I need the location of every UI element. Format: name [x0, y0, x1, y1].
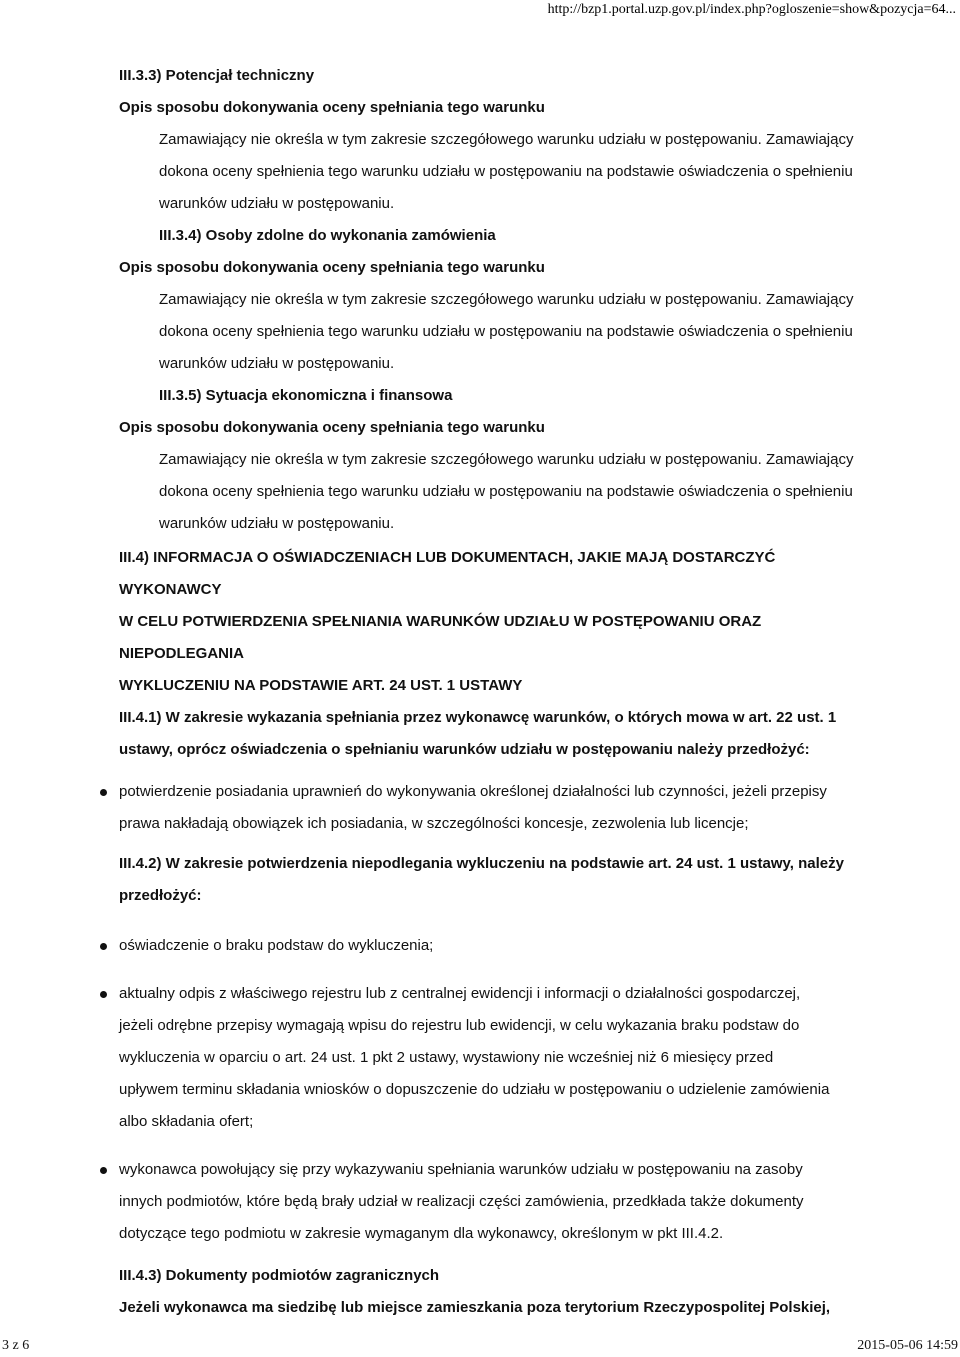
document-body [119, 60, 879, 1324]
list-item-line: dotyczące tego podmiotu w zakresie wymaganym dla wykonawcy, określonym w pkt III.4.2. [119, 1225, 724, 1242]
bullet-icon [100, 991, 107, 998]
list-item-line: oświadczenie o braku podstaw do wykluczenia; [119, 937, 434, 954]
section-sytuacja [119, 380, 879, 540]
bullet-icon [100, 943, 107, 950]
page-number: 3 z 6 [2, 1338, 30, 1353]
bullet-icon [100, 789, 107, 796]
requirements-list [119, 776, 879, 840]
section-heading-line: III.4) INFORMACJA O OŚWIADCZENIACH LUB DOKUMENTACH, JAKIE MAJĄ DOSTARCZYĆ WYKONAWCY [119, 549, 776, 598]
subsection-heading-line: przedłożyć: [119, 887, 202, 904]
list-item [119, 978, 879, 1138]
section-text-line: warunków udziału w postępowaniu. [159, 515, 395, 532]
print-timestamp: 2015-05-06 14:59 [857, 1338, 958, 1353]
section-text-line: Zamawiający nie określa w tym zakresie szczegółowego warunku udziału w postępowaniu. Zamawiający [159, 451, 854, 468]
subsection-heading-line: ustawy, oprócz oświadczenia o spełnianiu warunków udziału w postępowaniu należy przedłożyć: [119, 741, 810, 758]
list-item [119, 1154, 879, 1250]
list-item-line: wykluczenia w oparciu o art. 24 ust. 1 pkt 2 ustawy, wystawiony nie wcześniej niż 6 miesięcy przed [119, 1049, 774, 1066]
section-heading-line: W CELU POTWIERDZENIA SPEŁNIANIA WARUNKÓW UDZIAŁU W POSTĘPOWANIU ORAZ NIEPODLEGANIA [119, 613, 762, 662]
list-item-line: albo składania ofert; [119, 1113, 254, 1130]
section-potencjal [119, 60, 879, 220]
section-text-line: dokona oceny spełnienia tego warunku udziału w postępowaniu na podstawie oświadczenia o spełnieniu [159, 483, 853, 500]
list-item-line: upływem terminu składania wniosków o dopuszczenie do udziału w postępowaniu o udzielenie zamówienia [119, 1081, 830, 1098]
section-heading: III.3.3) Potencjał techniczny [119, 67, 315, 84]
subsection-text: Jeżeli wykonawca ma siedzibę lub miejsce zamieszkania poza terytorium Rzeczypospolitej Polskiej, [119, 1299, 831, 1316]
section-text-line: Zamawiający nie określa w tym zakresie szczegółowego warunku udziału w postępowaniu. Zamawiający [159, 131, 854, 148]
list-item-line: prawa nakładają obowiązek ich posiadania, w szczególności koncesje, zezwolenia lub licencje; [119, 815, 749, 832]
section-text-line: dokona oceny spełnienia tego warunku udziału w postępowaniu na podstawie oświadczenia o spełnieniu [159, 163, 853, 180]
section-text-line: warunków udziału w postępowaniu. [159, 355, 395, 372]
section-subheading: Opis sposobu dokonywania oceny spełniania tego warunku [119, 99, 545, 116]
list-item-line: aktualny odpis z właściwego rejestru lub z centralnej ewidencji i informacji o działalności gospodarczej, [119, 985, 801, 1002]
section-text-line: warunków udziału w postępowaniu. [159, 195, 395, 212]
section-heading: III.3.5) Sytuacja ekonomiczna i finansowa [159, 387, 453, 404]
subsection-heading-line: III.4.2) W zakresie potwierdzenia niepodlegania wykluczeniu na podstawie art. 24 ust. 1 ustawy, należy [119, 855, 844, 872]
section-text-line: dokona oceny spełnienia tego warunku udziału w postępowaniu na podstawie oświadczenia o spełnieniu [159, 323, 853, 340]
section-heading-line: WYKLUCZENIU NA PODSTAWIE ART. 24 UST. 1 USTAWY [119, 677, 523, 694]
section-subheading: Opis sposobu dokonywania oceny spełniania tego warunku [119, 419, 545, 436]
list-item [119, 776, 879, 840]
page-url: http://bzp1.portal.uzp.gov.pl/index.php?ogloszenie=show&pozycja=64... [547, 2, 956, 17]
section-osoby [119, 220, 879, 380]
section-text-line: Zamawiający nie określa w tym zakresie szczegółowego warunku udziału w postępowaniu. Zamawiający [159, 291, 854, 308]
list-item-line: jeżeli odrębne przepisy wymagają wpisu do rejestru lub ewidencji, w celu wykazania braku podstaw do [119, 1017, 800, 1034]
list-item-line: potwierdzenie posiadania uprawnień do wykonywania określonej działalności lub czynności, jeżeli przepisy [119, 783, 827, 800]
list-item-line: wykonawca powołujący się przy wykazywaniu spełniania warunków udziału w postępowaniu na zasoby [119, 1161, 803, 1178]
section-informacja [119, 542, 879, 1324]
subsection-heading-line: III.4.1) W zakresie wykazania spełniania przez wykonawcę warunków, o których mowa w art. 22 ust. 1 [119, 709, 837, 726]
section-heading: III.3.4) Osoby zdolne do wykonania zamówienia [159, 227, 496, 244]
exclusion-list [119, 930, 879, 1250]
list-item [119, 930, 879, 962]
subsection-heading: III.4.3) Dokumenty podmiotów zagranicznych [119, 1267, 440, 1284]
section-subheading: Opis sposobu dokonywania oceny spełniania tego warunku [119, 259, 545, 276]
bullet-icon [100, 1167, 107, 1174]
list-item-line: innych podmiotów, które będą brały udział w realizacji części zamówienia, przedkłada także dokumenty [119, 1193, 804, 1210]
